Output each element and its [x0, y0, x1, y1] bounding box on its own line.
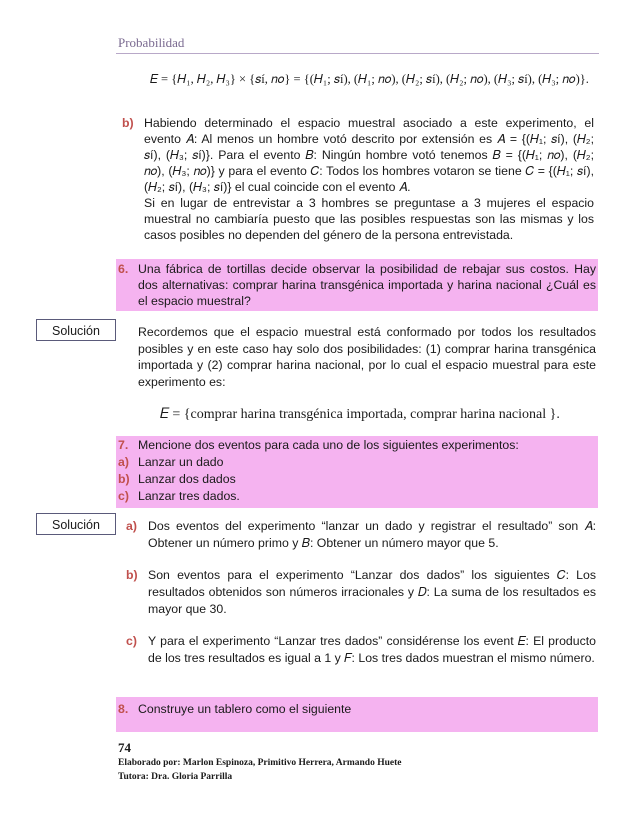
footer-authors: Elaborado por: Marlon Espinoza, Primitivo Herrera, Armando Huete	[118, 758, 402, 768]
question-7	[118, 437, 596, 505]
answer-b	[122, 115, 594, 243]
answer-b-text: Habiendo determinado el espacio muestral asociado a este experimento, el evento 𝐴: Al menos un hombre votó descrito por extensión es 𝐴 = {(𝐻₁; 𝑠í), (𝐻₂; 𝑠í), (𝐻₃; 𝑠í)}. Para el evento 𝐵: Ningún hombre votó tenemos 𝐵 = {(𝐻₁; 𝑛𝑜), (𝐻₂; 𝑛𝑜), (𝐻₃; 𝑛𝑜)} y para el evento 𝐶: Todos los hombres votaron se tiene 𝐶 = {(𝐻₁; 𝑠í), (𝐻₂; 𝑠í), (𝐻₃; 𝑠í)} el cual coincide con el evento 𝐴.	[144, 116, 594, 194]
solution-label-6: Solución	[36, 319, 116, 341]
page-number: 74	[118, 740, 131, 755]
question-6-text: Una fábrica de tortillas decide observar la posibilidad de rebajar sus costos. Hay dos alternativas: comprar harina transgénica importada y harina nacional ¿Cuál es el espacio muestral?	[138, 262, 596, 308]
solution-7-b: b) Son eventos para el experimento “Lanzar dos dados” los siguientes 𝐶: Los resultados obtenidos son números irracionales y 𝐷: La suma de los resultados es mayor que 30.	[126, 568, 596, 616]
question-8-text: Construye un tablero como el siguiente	[138, 702, 352, 716]
question-6	[118, 261, 596, 309]
question-7-item: b) Lanzar dos dados	[118, 472, 236, 486]
question-7-item: c) Lanzar tres dados.	[118, 489, 240, 503]
question-8	[118, 701, 596, 717]
sample-space-equation: 𝐸 = {𝐻₁, 𝐻₂, 𝐻₃} × {𝑠í, 𝑛𝑜} = {(𝐻₁; 𝑠í), (𝐻₁; 𝑛𝑜), (𝐻₂; 𝑠í), (𝐻₂; 𝑛𝑜), (𝐻₃; 𝑠í), (𝐻₃; 𝑛𝑜)}.	[150, 72, 589, 86]
question-7-number: 7.	[118, 438, 129, 452]
question-7-item: a) Lanzar un dado	[118, 455, 224, 469]
question-6-number: 6.	[118, 262, 129, 276]
solution-6-equation: 𝐸 = {comprar harina transgénica importada, comprar harina nacional }.	[160, 407, 560, 422]
solution-7-a: a) Dos eventos del experimento “lanzar un dado y registrar el resultado” son 𝐴: Obtener un número primo y 𝐵: Obtener un número mayor que 5.	[126, 519, 596, 550]
solution-7-c: c) Y para el experimento “Lanzar tres dados” considérense los event 𝐸: El producto de los tres resultados es igual a 1 y 𝐹: Los tres dados muestran el mismo número.	[126, 634, 596, 665]
page-header-title: Probabilidad	[118, 35, 185, 50]
solution-label-7: Solución	[36, 513, 116, 535]
solution-6-text: Recordemos que el espacio muestral está conformado por todos los resultados posibles y en este caso hay solo dos posibilidades: (1) comprar harina transgénica importada y (2) comprar harina nacional, por lo cual el espacio muestral para este experimento es:	[138, 325, 596, 389]
answer-b-text-2: Si en lugar de entrevistar a 3 hombres se preguntase a 3 mujeres el espacio muestral no cambiaría puesto que las posibles respuestas son las mismas y los casos posibles no dependen del género de la persona entrevistada.	[144, 196, 594, 242]
question-8-number: 8.	[118, 702, 129, 716]
answer-b-label: b)	[122, 116, 134, 130]
question-7-text: Mencione dos eventos para cada uno de los siguientes experimentos:	[138, 438, 519, 452]
header-divider	[116, 53, 599, 54]
footer-tutor: Tutora: Dra. Gloria Parrilla	[118, 772, 233, 782]
